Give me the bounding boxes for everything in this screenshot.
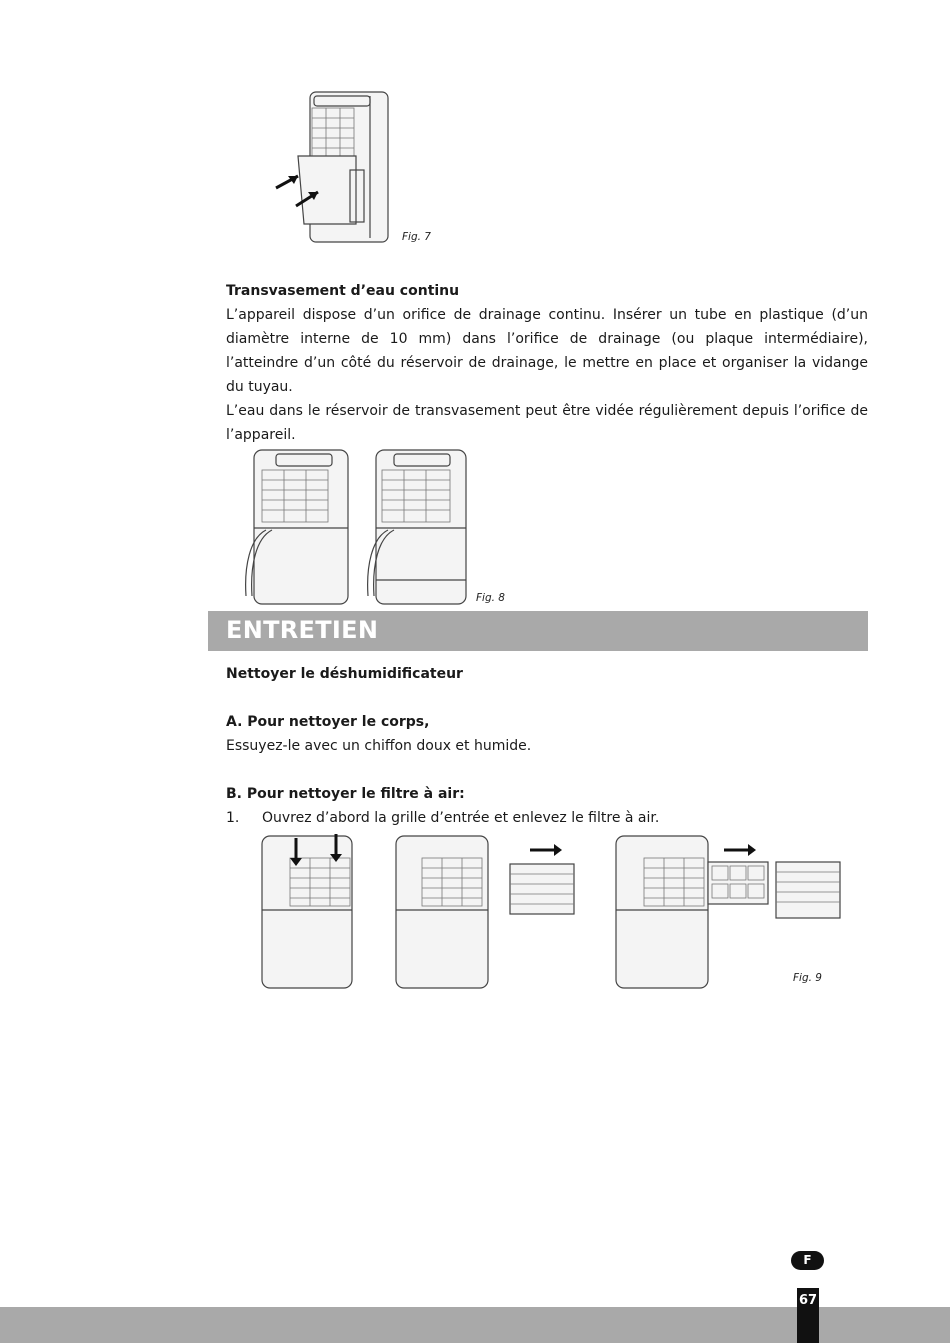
- drainage-line: l’appareil.: [226, 427, 296, 443]
- drainage-line: du tuyau.: [226, 379, 293, 395]
- section-header-bar: [208, 611, 868, 651]
- fig8-illustration: [226, 446, 476, 608]
- section-title: ENTRETIEN: [226, 616, 379, 644]
- drainage-line: L’eau dans le réservoir de transvasement peut être vidée régulièrement depuis l’orifice de: [226, 403, 868, 419]
- fig7-illustration: [270, 88, 400, 248]
- drainage-line: l’atteindre d’un côté du réservoir de drainage, le mettre en place et organiser la vidange: [226, 355, 868, 371]
- drainage-line: diamètre interne de 10 mm) dans l’orifice de drainage (ou plaque intermédiaire),: [226, 331, 868, 347]
- language-badge: F: [791, 1251, 824, 1270]
- page-number: 67: [797, 1288, 819, 1343]
- maintenance-subheading: Nettoyer le déshumidificateur: [226, 666, 463, 682]
- fig9-illustration: [256, 832, 846, 994]
- step-number: 1.: [226, 810, 240, 826]
- drainage-heading: Transvasement d’eau continu: [226, 283, 460, 299]
- drainage-line: L’appareil dispose d’un orifice de drainage continu. Insérer un tube en plastique (d’un: [226, 307, 868, 323]
- fig8-caption: Fig. 8: [476, 592, 505, 604]
- body-cleaning-text: Essuyez-le avec un chiffon doux et humide.: [226, 738, 532, 754]
- fig9-caption: Fig. 9: [793, 972, 822, 984]
- body-cleaning-heading: A. Pour nettoyer le corps,: [226, 714, 430, 730]
- fig7-caption: Fig. 7: [402, 231, 431, 243]
- filter-cleaning-heading: B. Pour nettoyer le filtre à air:: [226, 786, 465, 802]
- step-text: Ouvrez d’abord la grille d’entrée et enlevez le filtre à air.: [262, 810, 660, 826]
- drainage-paragraph: [226, 303, 868, 447]
